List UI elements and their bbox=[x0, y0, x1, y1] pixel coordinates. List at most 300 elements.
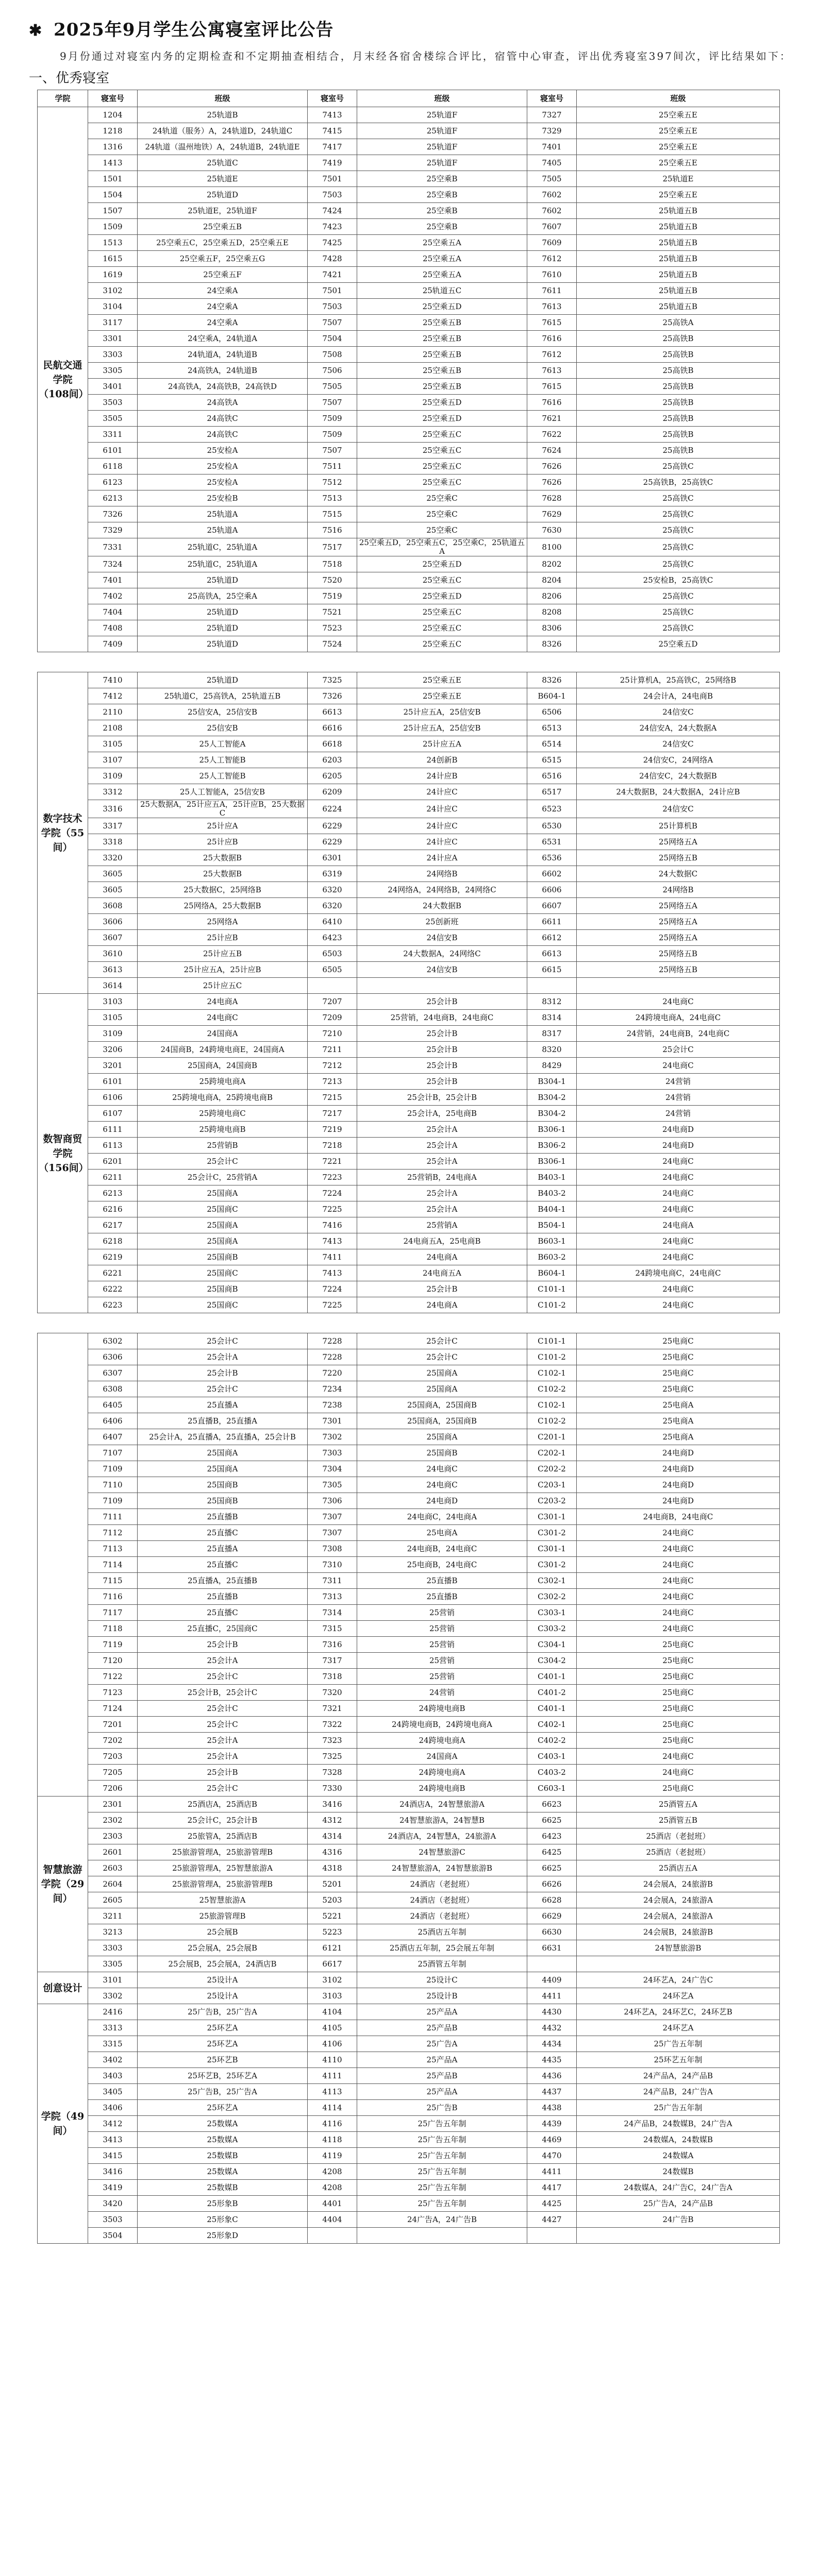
class-cell: 24电商C bbox=[577, 1281, 780, 1297]
room-number-cell: 7513 bbox=[308, 490, 357, 506]
class-cell: 25轨道五B bbox=[577, 219, 780, 235]
class-cell: 25广告五年制 bbox=[357, 2148, 527, 2164]
class-cell: 25轨道五B bbox=[577, 235, 780, 251]
class-cell: 24电商B，24电商C bbox=[577, 1509, 780, 1525]
class-cell: 24高铁C bbox=[138, 427, 308, 443]
room-number-cell: 7615 bbox=[527, 315, 577, 331]
class-cell: 25酒店（老挝班） bbox=[577, 1828, 780, 1844]
room-number-cell: 7402 bbox=[88, 588, 138, 604]
room-number-cell: 4208 bbox=[308, 2180, 357, 2196]
room-number-cell: 3415 bbox=[88, 2148, 138, 2164]
room-number-cell: 6423 bbox=[308, 930, 357, 946]
class-cell: 24环艺A bbox=[577, 1988, 780, 2004]
room-number-cell: 4438 bbox=[527, 2100, 577, 2116]
room-number-cell: 7225 bbox=[308, 1297, 357, 1313]
class-cell: 25国商A bbox=[138, 1445, 308, 1461]
table-row bbox=[38, 1010, 780, 1026]
class-cell: 25广告五年制 bbox=[577, 2036, 780, 2052]
class-cell: 25网络A，25大数据B bbox=[138, 898, 308, 914]
class-cell: 25空乘五E bbox=[577, 155, 780, 171]
class-cell: 24电商五A，25电商B bbox=[357, 1233, 527, 1249]
class-cell: 25会计B bbox=[138, 1765, 308, 1781]
table-row bbox=[38, 2052, 780, 2068]
table-row bbox=[38, 1477, 780, 1493]
class-cell: 24电商C bbox=[577, 1233, 780, 1249]
class-cell: 25国商A bbox=[357, 1365, 527, 1381]
room-number-cell: B504-1 bbox=[527, 1217, 577, 1233]
room-number-cell: 7326 bbox=[88, 506, 138, 522]
class-cell: 25电商B，24电商C bbox=[357, 1557, 527, 1573]
table-row bbox=[38, 1185, 780, 1201]
table-row bbox=[38, 1605, 780, 1621]
college-cell: 数字技术学院（55间） bbox=[38, 672, 88, 994]
class-cell: 25会计A bbox=[357, 1201, 527, 1217]
class-cell: 25营销 bbox=[357, 1653, 527, 1669]
class-cell: 25空乘五B bbox=[357, 331, 527, 347]
class-cell: 25高铁B bbox=[577, 331, 780, 347]
room-number-cell: 4111 bbox=[308, 2068, 357, 2084]
room-number-cell: 7509 bbox=[308, 411, 357, 427]
room-number-cell: 1501 bbox=[88, 171, 138, 187]
class-cell: 25轨道D bbox=[138, 636, 308, 652]
class-cell: 24高铁A，24轨道B bbox=[138, 363, 308, 379]
room-number-cell: 6224 bbox=[308, 800, 357, 818]
class-cell: 25轨道F bbox=[357, 155, 527, 171]
class-cell: 25数媒B bbox=[138, 2148, 308, 2164]
class-cell: 25计应五A，25信安B bbox=[357, 704, 527, 720]
room-number-cell: 3412 bbox=[88, 2116, 138, 2132]
room-number-cell: 6625 bbox=[527, 1860, 577, 1876]
class-cell: 25轨道D bbox=[138, 187, 308, 203]
room-number-cell: 3503 bbox=[88, 395, 138, 411]
room-number-cell: B306-1 bbox=[527, 1122, 577, 1138]
class-cell: 24高铁A，24高铁B，24高铁D bbox=[138, 379, 308, 395]
room-number-cell: 7114 bbox=[88, 1557, 138, 1573]
room-number-cell: 6523 bbox=[527, 800, 577, 818]
room-number-cell: B304-2 bbox=[527, 1106, 577, 1122]
room-number-cell: 4409 bbox=[527, 1972, 577, 1988]
class-cell: 24电商C bbox=[577, 1749, 780, 1765]
class-cell: 24电商C bbox=[577, 1621, 780, 1637]
room-number-cell: 7410 bbox=[88, 672, 138, 688]
room-number-cell: 4411 bbox=[527, 1988, 577, 2004]
class-cell: 25跨境电商A bbox=[138, 1074, 308, 1090]
class-cell: 24电商D bbox=[577, 1138, 780, 1154]
class-cell: 25直播C，25国商C bbox=[138, 1621, 308, 1637]
class-cell: 25跨境电商A，25跨境电商B bbox=[138, 1090, 308, 1106]
class-cell: 25直播A，25直播B bbox=[138, 1573, 308, 1589]
class-cell: 25电商C bbox=[577, 1717, 780, 1733]
class-cell: 24信安C，24大数据B bbox=[577, 768, 780, 784]
room-number-cell: C102-2 bbox=[527, 1413, 577, 1429]
class-cell: 25广告A，24产品B bbox=[577, 2196, 780, 2212]
class-cell: 24电商C bbox=[577, 1154, 780, 1170]
class-cell: 25轨道D bbox=[138, 672, 308, 688]
room-number-cell: 7209 bbox=[308, 1010, 357, 1026]
room-number-cell: C301-1 bbox=[527, 1509, 577, 1525]
room-number-cell: 6106 bbox=[88, 1090, 138, 1106]
class-cell: 25人工智能A bbox=[138, 736, 308, 752]
room-number-cell: 7428 bbox=[308, 251, 357, 267]
class-cell: 25会计B bbox=[357, 1281, 527, 1297]
class-cell: 25酒店五年制 bbox=[357, 1924, 527, 1940]
room-number-cell: B306-1 bbox=[527, 1154, 577, 1170]
table-row bbox=[38, 556, 780, 572]
class-cell: 25旅管A，25酒店B bbox=[138, 1828, 308, 1844]
class-cell: 24计应C bbox=[357, 818, 527, 834]
class-cell: 25会计B bbox=[357, 1042, 527, 1058]
room-number-cell: 6218 bbox=[88, 1233, 138, 1249]
table-row bbox=[38, 1281, 780, 1297]
room-number-cell: 7409 bbox=[88, 636, 138, 652]
room-number-cell: 7212 bbox=[308, 1058, 357, 1074]
class-cell: 25轨道D bbox=[138, 620, 308, 636]
table-row bbox=[38, 379, 780, 395]
room-number-cell: 7612 bbox=[527, 251, 577, 267]
class-cell: 25空乘五B bbox=[357, 363, 527, 379]
class-cell: 25轨道E bbox=[577, 171, 780, 187]
class-cell: 25高铁B bbox=[577, 363, 780, 379]
class-cell: 25高铁C bbox=[577, 506, 780, 522]
table-row bbox=[38, 1297, 780, 1313]
room-number-cell: 7224 bbox=[308, 1185, 357, 1201]
room-number-cell: 7124 bbox=[88, 1701, 138, 1717]
header-cell: 寝室号 bbox=[527, 90, 577, 107]
room-number-cell: 7508 bbox=[308, 347, 357, 363]
class-cell: 24信安A，24大数据A bbox=[577, 720, 780, 736]
table-row bbox=[38, 2036, 780, 2052]
room-number-cell: 7628 bbox=[527, 490, 577, 506]
class-cell: 25高铁B bbox=[577, 395, 780, 411]
class-cell: 24跨境电商A，24电商C bbox=[577, 1010, 780, 1026]
class-cell: 25会计B，25会计B bbox=[357, 1090, 527, 1106]
room-number-cell: 3413 bbox=[88, 2132, 138, 2148]
class-cell: 25形象D bbox=[138, 2228, 308, 2244]
class-cell: 25轨道F bbox=[357, 123, 527, 139]
room-number-cell: 7413 bbox=[308, 1233, 357, 1249]
table-row bbox=[38, 1892, 780, 1908]
class-cell: 25会计C bbox=[138, 1154, 308, 1170]
class-cell: 25营销A bbox=[357, 1217, 527, 1233]
room-number-cell: 7203 bbox=[88, 1749, 138, 1765]
class-cell: 25网络五B bbox=[577, 946, 780, 962]
table-row bbox=[38, 474, 780, 490]
room-number-cell: 6405 bbox=[88, 1397, 138, 1413]
room-number-cell: C304-2 bbox=[527, 1653, 577, 1669]
room-number-cell: 3317 bbox=[88, 818, 138, 834]
class-cell: 25空乘五B bbox=[357, 379, 527, 395]
class-cell: 25酒店五A bbox=[577, 1860, 780, 1876]
table-row bbox=[38, 572, 780, 588]
class-cell: 25会计A bbox=[138, 1749, 308, 1765]
table-row bbox=[38, 1265, 780, 1281]
class-cell: 25安检B bbox=[138, 490, 308, 506]
room-number-cell: 4119 bbox=[308, 2148, 357, 2164]
table-row bbox=[38, 203, 780, 219]
table-row bbox=[38, 235, 780, 251]
class-cell: 25安检A bbox=[138, 459, 308, 474]
table-row bbox=[38, 1381, 780, 1397]
room-number-cell: 3416 bbox=[308, 1797, 357, 1812]
class-cell: 25安检A bbox=[138, 474, 308, 490]
room-number-cell: 7616 bbox=[527, 331, 577, 347]
table-row bbox=[38, 1589, 780, 1605]
room-number-cell: 6319 bbox=[308, 866, 357, 882]
class-cell: 24酒店（老挝班） bbox=[357, 1908, 527, 1924]
class-cell: 24酒店A，24智慧A，24旅游A bbox=[357, 1828, 527, 1844]
room-number-cell: 7501 bbox=[308, 283, 357, 299]
room-number-cell: 6625 bbox=[527, 1812, 577, 1828]
class-cell: 24电商C bbox=[577, 1058, 780, 1074]
room-number-cell: 6626 bbox=[527, 1876, 577, 1892]
class-cell: 25电商C bbox=[577, 1701, 780, 1717]
class-cell: 25空乘五C bbox=[357, 572, 527, 588]
room-number-cell: 6217 bbox=[88, 1217, 138, 1233]
room-number-cell: 8312 bbox=[527, 994, 577, 1010]
room-number-cell: 7425 bbox=[308, 235, 357, 251]
room-number-cell: 7401 bbox=[88, 572, 138, 588]
class-cell: 25电商C bbox=[577, 1365, 780, 1381]
room-number-cell: 6630 bbox=[527, 1924, 577, 1940]
room-number-cell: 7520 bbox=[308, 572, 357, 588]
class-cell: 24电商C bbox=[577, 1201, 780, 1217]
room-number-cell: 6229 bbox=[308, 834, 357, 850]
class-cell: 24轨道（服务）A，24轨道D，24轨道C bbox=[138, 123, 308, 139]
room-number-cell: 1413 bbox=[88, 155, 138, 171]
class-cell: 25营销 bbox=[357, 1621, 527, 1637]
class-cell: 25形象C bbox=[138, 2212, 308, 2228]
table-row bbox=[38, 1138, 780, 1154]
room-number-cell: 6531 bbox=[527, 834, 577, 850]
table-row bbox=[38, 2228, 780, 2244]
class-cell: 25国商A bbox=[138, 1185, 308, 1201]
class-cell: 25国商A bbox=[138, 1217, 308, 1233]
gap-cell bbox=[38, 1313, 780, 1333]
room-number-cell: 7506 bbox=[308, 363, 357, 379]
class-cell: 25空乘五E bbox=[577, 107, 780, 123]
class-cell: 25数媒A bbox=[138, 2116, 308, 2132]
class-cell: 25酒店A，25酒店B bbox=[138, 1797, 308, 1812]
class-cell: 24信安C bbox=[577, 736, 780, 752]
room-number-cell: C304-1 bbox=[527, 1637, 577, 1653]
room-number-cell: B603-1 bbox=[527, 1233, 577, 1249]
room-number-cell: 1513 bbox=[88, 235, 138, 251]
room-number-cell: 7423 bbox=[308, 219, 357, 235]
class-cell: 25计算机B bbox=[577, 818, 780, 834]
room-number-cell: 4104 bbox=[308, 2004, 357, 2020]
room-number-cell: 3401 bbox=[88, 379, 138, 395]
table-row bbox=[38, 946, 780, 962]
room-number-cell: 4208 bbox=[308, 2164, 357, 2180]
table-row bbox=[38, 1429, 780, 1445]
class-cell: 24电商C bbox=[577, 1605, 780, 1621]
class-cell: 25旅游管理B bbox=[138, 1908, 308, 1924]
class-cell: 24会计A，24电商B bbox=[577, 688, 780, 704]
class-cell: 25广告五年制 bbox=[357, 2132, 527, 2148]
room-number-cell: 6611 bbox=[527, 914, 577, 930]
class-cell: 24营销 bbox=[577, 1074, 780, 1090]
room-number-cell: C401-1 bbox=[527, 1669, 577, 1685]
table-row bbox=[38, 2212, 780, 2228]
class-cell: 24电商D bbox=[577, 1477, 780, 1493]
class-cell: 25会计A bbox=[357, 1185, 527, 1201]
room-number-cell: 6320 bbox=[308, 898, 357, 914]
room-number-cell: 7318 bbox=[308, 1669, 357, 1685]
class-cell: 25高铁B bbox=[577, 427, 780, 443]
class-cell: 25安检A bbox=[138, 443, 308, 459]
room-number-cell: C202-1 bbox=[527, 1445, 577, 1461]
room-number-cell: C303-1 bbox=[527, 1605, 577, 1621]
room-number-cell: 7320 bbox=[308, 1685, 357, 1701]
table-row bbox=[38, 1733, 780, 1749]
table-row bbox=[38, 2180, 780, 2196]
room-number-cell: 6513 bbox=[527, 720, 577, 736]
room-number-cell: 7505 bbox=[527, 171, 577, 187]
table-row bbox=[38, 1445, 780, 1461]
table-row bbox=[38, 2116, 780, 2132]
room-number-cell: 3416 bbox=[88, 2164, 138, 2180]
class-cell: 25会计A bbox=[138, 1653, 308, 1669]
class-cell: 25会计C bbox=[138, 1781, 308, 1797]
class-cell: 25电商C bbox=[577, 1637, 780, 1653]
table-row bbox=[38, 1557, 780, 1573]
room-number-cell: C203-2 bbox=[527, 1493, 577, 1509]
class-cell: 24电商C bbox=[138, 1010, 308, 1026]
room-number-cell: 7610 bbox=[527, 267, 577, 283]
class-cell: 25广告B，25广告A bbox=[138, 2004, 308, 2020]
table-row bbox=[38, 506, 780, 522]
class-cell: 24会展A，24旅游B bbox=[577, 1876, 780, 1892]
class-cell: 24会展A，24旅游A bbox=[577, 1908, 780, 1924]
class-cell: 25国商C bbox=[138, 1201, 308, 1217]
class-cell: 25国商B bbox=[138, 1249, 308, 1265]
class-cell: 24电商C bbox=[577, 1557, 780, 1573]
room-number-cell bbox=[308, 2228, 357, 2244]
class-cell: 25空乘五F bbox=[138, 267, 308, 283]
class-cell: 25国商A bbox=[357, 1429, 527, 1445]
table-row bbox=[38, 1956, 780, 1972]
room-number-cell: 4435 bbox=[527, 2052, 577, 2068]
class-cell: 25轨道五B bbox=[577, 251, 780, 267]
room-number-cell: 8320 bbox=[527, 1042, 577, 1058]
room-number-cell: 6613 bbox=[308, 704, 357, 720]
room-number-cell: 6606 bbox=[527, 882, 577, 898]
class-cell: 25会展B，25会展A，24酒店B bbox=[138, 1956, 308, 1972]
table-row bbox=[38, 688, 780, 704]
class-cell: 25高铁B bbox=[577, 379, 780, 395]
room-number-cell: 6615 bbox=[527, 962, 577, 978]
room-number-cell: 8206 bbox=[527, 588, 577, 604]
room-number-cell: 3103 bbox=[308, 1988, 357, 2004]
room-number-cell: 6530 bbox=[527, 818, 577, 834]
room-number-cell: 8326 bbox=[527, 672, 577, 688]
table-row bbox=[38, 752, 780, 768]
class-cell: 25环艺A bbox=[138, 2020, 308, 2036]
room-number-cell: 2108 bbox=[88, 720, 138, 736]
room-number-cell: B403-1 bbox=[527, 1170, 577, 1185]
room-number-cell: 7419 bbox=[308, 155, 357, 171]
class-cell: 25空乘五D bbox=[357, 395, 527, 411]
room-number-cell: 7507 bbox=[308, 443, 357, 459]
room-number-cell: 3302 bbox=[88, 1988, 138, 2004]
room-number-cell: 7323 bbox=[308, 1733, 357, 1749]
room-number-cell: 7117 bbox=[88, 1605, 138, 1621]
table-row bbox=[38, 620, 780, 636]
room-number-cell: C401-2 bbox=[527, 1685, 577, 1701]
table-row bbox=[38, 2020, 780, 2036]
room-number-cell: C302-2 bbox=[527, 1589, 577, 1605]
table-row bbox=[38, 251, 780, 267]
room-number-cell: 6506 bbox=[527, 704, 577, 720]
room-number-cell: C403-2 bbox=[527, 1765, 577, 1781]
class-cell: 24计应C bbox=[357, 834, 527, 850]
room-number-cell: 6216 bbox=[88, 1201, 138, 1217]
room-number-cell: 3109 bbox=[88, 768, 138, 784]
table-row bbox=[38, 2164, 780, 2180]
table-row bbox=[38, 1106, 780, 1122]
class-cell: 25空乘五F，25空乘五G bbox=[138, 251, 308, 267]
room-number-cell: B403-2 bbox=[527, 1185, 577, 1201]
college-cell: 智慧旅游学院（29间） bbox=[38, 1797, 88, 1972]
room-number-cell: 4469 bbox=[527, 2132, 577, 2148]
room-number-cell: 7622 bbox=[527, 427, 577, 443]
room-number-cell: 3105 bbox=[88, 736, 138, 752]
class-cell: 25计应五B bbox=[138, 946, 308, 962]
class-cell: 25空乘五C bbox=[357, 427, 527, 443]
table-row bbox=[38, 1812, 780, 1828]
class-cell: 25空乘五D bbox=[357, 556, 527, 572]
class-cell: 25空乘五C bbox=[357, 636, 527, 652]
room-number-cell: B404-1 bbox=[527, 1201, 577, 1217]
room-number-cell: 7609 bbox=[527, 235, 577, 251]
class-cell: 25广告五年制 bbox=[357, 2164, 527, 2180]
room-number-cell: 7607 bbox=[527, 219, 577, 235]
table-row bbox=[38, 784, 780, 800]
class-cell bbox=[577, 978, 780, 994]
class-cell bbox=[357, 2228, 527, 2244]
class-cell: 24计应C bbox=[357, 800, 527, 818]
table-row bbox=[38, 1621, 780, 1637]
class-cell: 24数媒B bbox=[577, 2164, 780, 2180]
room-number-cell: 3505 bbox=[88, 411, 138, 427]
room-number-cell: 6536 bbox=[527, 850, 577, 866]
room-number-cell: 4316 bbox=[308, 1844, 357, 1860]
table-row bbox=[38, 1685, 780, 1701]
class-cell: 24高铁A bbox=[138, 395, 308, 411]
class-cell: 25电商C bbox=[577, 1733, 780, 1749]
room-number-cell: 6101 bbox=[88, 443, 138, 459]
header-cell: 班级 bbox=[577, 90, 780, 107]
class-cell: 25空乘C bbox=[357, 506, 527, 522]
class-cell: 24电商B，24电商C bbox=[357, 1541, 527, 1557]
college-cell: 数智商贸学院（156间） bbox=[38, 994, 88, 1313]
room-number-cell: 7115 bbox=[88, 1573, 138, 1589]
room-number-cell: 7602 bbox=[527, 187, 577, 203]
class-cell: 25轨道五B bbox=[577, 203, 780, 219]
class-cell: 25营销 bbox=[357, 1669, 527, 1685]
room-number-cell: 7415 bbox=[308, 123, 357, 139]
class-cell: 25高铁C bbox=[577, 588, 780, 604]
room-number-cell: 7238 bbox=[308, 1397, 357, 1413]
room-number-cell: 6306 bbox=[88, 1349, 138, 1365]
table-row bbox=[38, 2100, 780, 2116]
class-cell: 25大数据B bbox=[138, 850, 308, 866]
class-cell: 24电商C bbox=[577, 1185, 780, 1201]
class-cell: 25空乘五B bbox=[357, 315, 527, 331]
room-number-cell: 4312 bbox=[308, 1812, 357, 1828]
table-row bbox=[38, 490, 780, 506]
class-cell: 25电商C bbox=[577, 1333, 780, 1349]
